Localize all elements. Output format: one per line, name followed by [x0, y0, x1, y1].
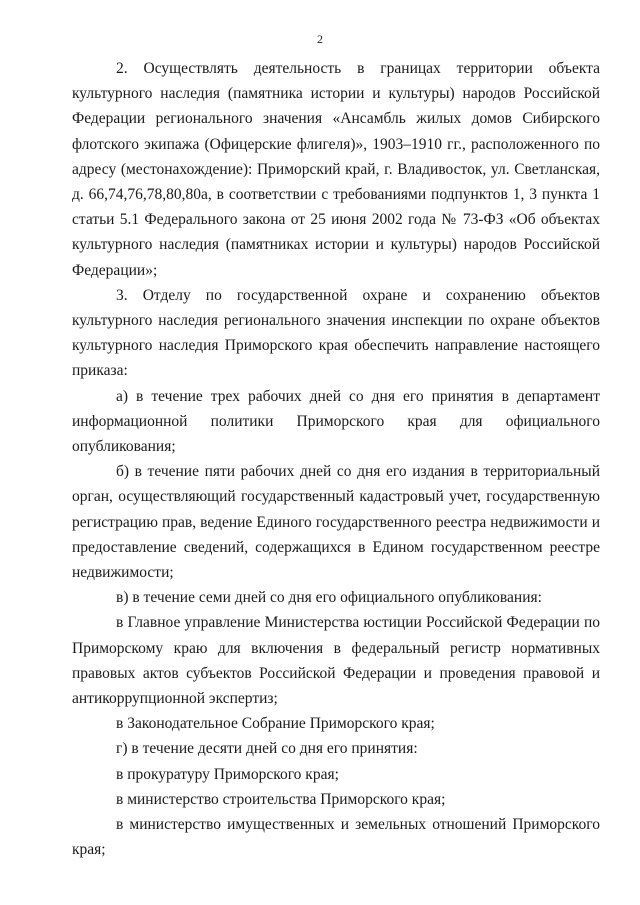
document-body [72, 56, 600, 863]
paragraph-recipient-construction: в министерство строительства Приморского края; [116, 790, 446, 808]
paragraph-item-3: 3. Отделу по государственной охране и сохранению объектов культурного наследия регионального значения инспекции по охране объектов культурного наследия Приморского края обеспечить направление настоящего приказа: [72, 286, 600, 380]
paragraph-subitem-b: б) в течение пяти рабочих дней со дня его издания в территориальный орган, осуществляющий государственный кадастровый учет, государственную регистрацию прав, ведение Единого государственного реестра недвижимости и предоставление сведений, содержащихся в Едином государственном реестре недвижимости; [72, 463, 600, 582]
paragraph-recipient-prosecutor: в прокуратуру Приморского края; [116, 765, 339, 783]
page-number: 2 [317, 32, 323, 46]
paragraph-item-2: 2. Осуществлять деятельность в границах территории объекта культурного наследия (памятника истории и культуры) народов Российской Федерации регионального значения «Ансамбль жилых домов Сибирского флотского экипажа (Офицерские флигеля)», 1903–1910 гг., расположенного по адресу (местонахождение): Приморский край, г. Владивосток, ул. Светланская, д. 66,74,76,78,80,80а, в соответствии с требованиями подпунктов 1, 3 пункта 1 статьи 5.1 Федерального закона от 25 июня 2002 года № 73-ФЗ «Об объектах культурного наследия (памятниках истории и культуры) народов Российской Федерации»; [72, 60, 600, 279]
paragraph-recipient-assembly: в Законодательное Собрание Приморского края; [116, 715, 435, 733]
paragraph-subitem-v: в) в течение семи дней со дня его официального опубликования: [116, 589, 542, 607]
paragraph-recipient-property: в министерство имущественных и земельных отношений Приморского края; [72, 816, 600, 859]
paragraph-subitem-g: г) в течение десяти дней со дня его принятия: [116, 740, 418, 758]
paragraph-recipient-justice: в Главное управление Министерства юстиции Российской Федерации по Приморскому краю для включения в федеральный регистр нормативных правовых актов субъектов Российской Федерации и проведения правовой и антикоррупционной экспертиз; [72, 614, 600, 708]
paragraph-subitem-a: а) в течение трех рабочих дней со дня его принятия в департамент информационной политики Приморского края для официального опубликования; [72, 387, 600, 456]
